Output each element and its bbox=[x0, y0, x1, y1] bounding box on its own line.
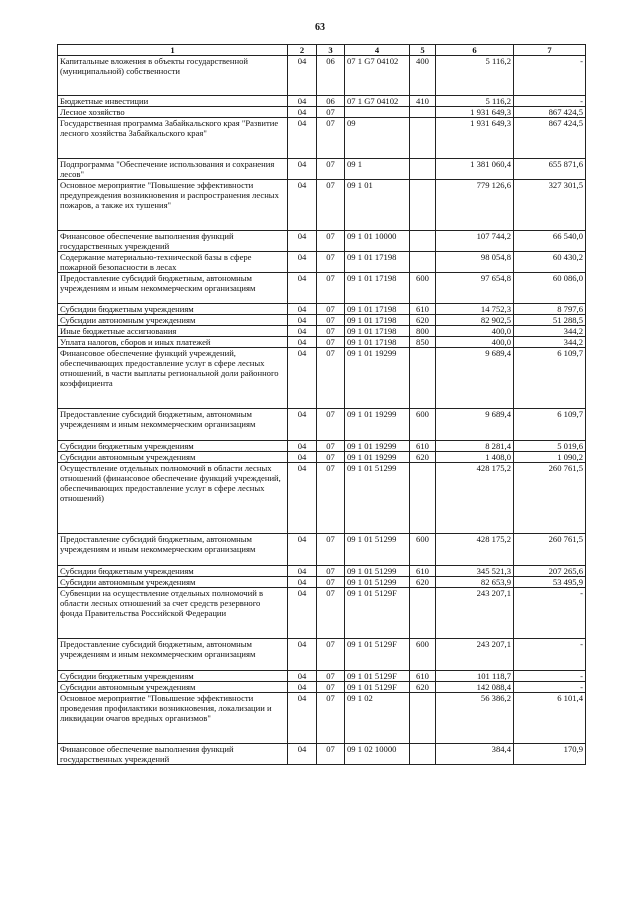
row-amount-plan: 1 408,0 bbox=[436, 452, 514, 463]
row-target-article: 09 1 01 51299 bbox=[345, 534, 410, 566]
row-expense-type bbox=[410, 588, 436, 639]
row-amount-fact: - bbox=[514, 639, 586, 671]
row-name: Лесное хозяйство bbox=[58, 107, 288, 118]
row-amount-fact: 1 090,2 bbox=[514, 452, 586, 463]
row-section: 04 bbox=[288, 180, 317, 231]
row-name: Капитальные вложения в объекты государственной (муниципальной) собственности bbox=[58, 56, 288, 96]
row-subsection: 07 bbox=[317, 588, 345, 639]
table-row bbox=[58, 231, 586, 252]
row-subsection: 07 bbox=[317, 180, 345, 231]
row-target-article: 09 1 01 19299 bbox=[345, 441, 410, 452]
row-amount-plan: 98 054,8 bbox=[436, 252, 514, 273]
row-name: Осуществление отдельных полномочий в области лесных отношений (финансовое обеспечение функций учреждений, обеспечивающих предоставление услуг в сфере лесных отношений) bbox=[58, 463, 288, 534]
row-name: Предоставление субсидий бюджетным, автономным учреждениям и иным некоммерческим организациям bbox=[58, 534, 288, 566]
table-row bbox=[58, 56, 586, 96]
row-subsection: 07 bbox=[317, 682, 345, 693]
row-amount-fact: 6 101,4 bbox=[514, 693, 586, 744]
row-amount-fact: - bbox=[514, 682, 586, 693]
row-subsection: 07 bbox=[317, 463, 345, 534]
row-name: Субвенции на осуществление отдельных полномочий в области лесных отношений за счет средств резервного фонда Правительства Российской Федерации bbox=[58, 588, 288, 639]
row-amount-plan: 243 207,1 bbox=[436, 588, 514, 639]
row-subsection: 07 bbox=[317, 273, 345, 304]
row-section: 04 bbox=[288, 452, 317, 463]
row-section: 04 bbox=[288, 441, 317, 452]
row-expense-type: 610 bbox=[410, 671, 436, 682]
row-amount-plan: 101 118,7 bbox=[436, 671, 514, 682]
row-target-article: 09 1 01 17198 bbox=[345, 315, 410, 326]
table-row bbox=[58, 315, 586, 326]
row-target-article: 09 1 01 5129F bbox=[345, 671, 410, 682]
row-target-article: 09 1 01 51299 bbox=[345, 463, 410, 534]
row-amount-fact: 867 424,5 bbox=[514, 118, 586, 159]
row-amount-plan: 82 653,9 bbox=[436, 577, 514, 588]
row-section: 04 bbox=[288, 304, 317, 315]
row-amount-fact: 60 086,0 bbox=[514, 273, 586, 304]
row-target-article: 09 1 01 bbox=[345, 180, 410, 231]
row-amount-plan: 82 902,5 bbox=[436, 315, 514, 326]
row-expense-type: 600 bbox=[410, 273, 436, 304]
table-row bbox=[58, 693, 586, 744]
row-expense-type: 800 bbox=[410, 326, 436, 337]
row-section: 04 bbox=[288, 252, 317, 273]
table-row bbox=[58, 441, 586, 452]
col-header-6: 6 bbox=[436, 45, 514, 56]
row-section: 04 bbox=[288, 639, 317, 671]
row-amount-fact: 66 540,0 bbox=[514, 231, 586, 252]
row-expense-type: 620 bbox=[410, 315, 436, 326]
row-amount-fact: 867 424,5 bbox=[514, 107, 586, 118]
col-header-7: 7 bbox=[514, 45, 586, 56]
row-expense-type bbox=[410, 744, 436, 765]
row-target-article: 09 bbox=[345, 118, 410, 159]
row-name: Иные бюджетные ассигнования bbox=[58, 326, 288, 337]
row-amount-plan: 779 126,6 bbox=[436, 180, 514, 231]
row-amount-plan: 400,0 bbox=[436, 326, 514, 337]
row-target-article: 09 1 01 17198 bbox=[345, 273, 410, 304]
row-amount-fact: 260 761,5 bbox=[514, 534, 586, 566]
row-section: 04 bbox=[288, 409, 317, 441]
col-header-5: 5 bbox=[410, 45, 436, 56]
row-amount-plan: 5 116,2 bbox=[436, 56, 514, 96]
row-section: 04 bbox=[288, 315, 317, 326]
row-amount-plan: 384,4 bbox=[436, 744, 514, 765]
row-expense-type: 410 bbox=[410, 96, 436, 107]
row-expense-type: 610 bbox=[410, 566, 436, 577]
row-subsection: 07 bbox=[317, 231, 345, 252]
table-row bbox=[58, 463, 586, 534]
row-section: 04 bbox=[288, 693, 317, 744]
row-expense-type: 400 bbox=[410, 56, 436, 96]
row-amount-plan: 5 116,2 bbox=[436, 96, 514, 107]
table-row bbox=[58, 588, 586, 639]
row-target-article: 09 1 01 51299 bbox=[345, 566, 410, 577]
page-number: 63 bbox=[315, 22, 325, 33]
table-row bbox=[58, 534, 586, 566]
row-expense-type bbox=[410, 180, 436, 231]
row-name: Бюджетные инвестиции bbox=[58, 96, 288, 107]
row-name: Подпрограмма "Обеспечение использования и сохранения лесов" bbox=[58, 159, 288, 180]
row-target-article: 09 1 01 19299 bbox=[345, 348, 410, 409]
row-subsection: 07 bbox=[317, 577, 345, 588]
row-section: 04 bbox=[288, 231, 317, 252]
row-expense-type: 600 bbox=[410, 534, 436, 566]
row-section: 04 bbox=[288, 348, 317, 409]
row-amount-fact: 8 797,6 bbox=[514, 304, 586, 315]
row-amount-plan: 1 381 060,4 bbox=[436, 159, 514, 180]
row-amount-fact: 60 430,2 bbox=[514, 252, 586, 273]
table-row bbox=[58, 304, 586, 315]
row-name: Субсидии бюджетным учреждениям bbox=[58, 671, 288, 682]
row-section: 04 bbox=[288, 744, 317, 765]
row-expense-type: 620 bbox=[410, 682, 436, 693]
row-section: 04 bbox=[288, 326, 317, 337]
row-subsection: 07 bbox=[317, 315, 345, 326]
table-row bbox=[58, 96, 586, 107]
row-subsection: 06 bbox=[317, 56, 345, 96]
row-target-article: 09 1 01 51299 bbox=[345, 577, 410, 588]
row-section: 04 bbox=[288, 566, 317, 577]
row-name: Субсидии автономным учреждениям bbox=[58, 577, 288, 588]
row-target-article: 09 1 02 bbox=[345, 693, 410, 744]
row-amount-plan: 400,0 bbox=[436, 337, 514, 348]
row-amount-fact: 655 871,6 bbox=[514, 159, 586, 180]
row-target-article: 09 1 01 5129F bbox=[345, 639, 410, 671]
row-name: Уплата налогов, сборов и иных платежей bbox=[58, 337, 288, 348]
row-amount-plan: 428 175,2 bbox=[436, 463, 514, 534]
row-name: Субсидии бюджетным учреждениям bbox=[58, 566, 288, 577]
row-target-article: 09 1 01 5129F bbox=[345, 682, 410, 693]
row-amount-fact: 327 301,5 bbox=[514, 180, 586, 231]
row-name: Основное мероприятие "Повышение эффективности предупреждения возникновения и распространения лесных пожаров, а также их тушения" bbox=[58, 180, 288, 231]
row-expense-type: 610 bbox=[410, 441, 436, 452]
row-amount-fact: 53 495,9 bbox=[514, 577, 586, 588]
row-amount-fact: 344,2 bbox=[514, 326, 586, 337]
row-name: Субсидии автономным учреждениям bbox=[58, 315, 288, 326]
row-section: 04 bbox=[288, 56, 317, 96]
row-expense-type bbox=[410, 348, 436, 409]
row-subsection: 06 bbox=[317, 96, 345, 107]
row-amount-plan: 345 521,3 bbox=[436, 566, 514, 577]
row-expense-type: 620 bbox=[410, 452, 436, 463]
row-subsection: 07 bbox=[317, 409, 345, 441]
col-header-2: 2 bbox=[288, 45, 317, 56]
row-target-article: 09 1 02 10000 bbox=[345, 744, 410, 765]
row-amount-fact: 51 288,5 bbox=[514, 315, 586, 326]
row-amount-plan: 243 207,1 bbox=[436, 639, 514, 671]
row-section: 04 bbox=[288, 96, 317, 107]
row-name: Субсидии бюджетным учреждениям bbox=[58, 304, 288, 315]
row-name: Основное мероприятие "Повышение эффективности проведения профилактики возникновения, локализации и ликвидации очагов вредных организмов" bbox=[58, 693, 288, 744]
row-subsection: 07 bbox=[317, 118, 345, 159]
row-section: 04 bbox=[288, 588, 317, 639]
row-section: 04 bbox=[288, 682, 317, 693]
row-target-article: 09 1 01 17198 bbox=[345, 252, 410, 273]
row-amount-plan: 1 931 649,3 bbox=[436, 118, 514, 159]
row-amount-fact: - bbox=[514, 671, 586, 682]
table-row bbox=[58, 682, 586, 693]
table-row bbox=[58, 118, 586, 159]
row-subsection: 07 bbox=[317, 441, 345, 452]
row-subsection: 07 bbox=[317, 107, 345, 118]
row-subsection: 07 bbox=[317, 348, 345, 409]
row-subsection: 07 bbox=[317, 639, 345, 671]
row-name: Предоставление субсидий бюджетным, автономным учреждениям и иным некоммерческим организациям bbox=[58, 639, 288, 671]
row-expense-type bbox=[410, 118, 436, 159]
row-amount-fact: 6 109,7 bbox=[514, 348, 586, 409]
row-expense-type: 850 bbox=[410, 337, 436, 348]
row-target-article: 09 1 01 19299 bbox=[345, 409, 410, 441]
row-amount-fact: 170,9 bbox=[514, 744, 586, 765]
row-target-article: 09 1 01 10000 bbox=[345, 231, 410, 252]
row-section: 04 bbox=[288, 671, 317, 682]
row-expense-type bbox=[410, 107, 436, 118]
row-amount-fact: 344,2 bbox=[514, 337, 586, 348]
row-amount-plan: 8 281,4 bbox=[436, 441, 514, 452]
table-row bbox=[58, 744, 586, 765]
table-row bbox=[58, 671, 586, 682]
row-section: 04 bbox=[288, 463, 317, 534]
table-row bbox=[58, 159, 586, 180]
row-amount-plan: 14 752,3 bbox=[436, 304, 514, 315]
row-name: Предоставление субсидий бюджетным, автономным учреждениям и иным некоммерческим организациям bbox=[58, 409, 288, 441]
row-name: Субсидии бюджетным учреждениям bbox=[58, 441, 288, 452]
row-name: Государственная программа Забайкальского края "Развитие лесного хозяйства Забайкальского края" bbox=[58, 118, 288, 159]
table-row bbox=[58, 639, 586, 671]
header-row bbox=[58, 45, 586, 56]
row-expense-type: 610 bbox=[410, 304, 436, 315]
row-target-article: 09 1 01 17198 bbox=[345, 304, 410, 315]
row-amount-plan: 9 689,4 bbox=[436, 409, 514, 441]
row-subsection: 07 bbox=[317, 744, 345, 765]
row-amount-plan: 142 088,4 bbox=[436, 682, 514, 693]
row-target-article: 09 1 bbox=[345, 159, 410, 180]
row-amount-plan: 107 744,2 bbox=[436, 231, 514, 252]
row-section: 04 bbox=[288, 337, 317, 348]
row-subsection: 07 bbox=[317, 337, 345, 348]
table-row bbox=[58, 252, 586, 273]
row-section: 04 bbox=[288, 273, 317, 304]
row-amount-fact: - bbox=[514, 588, 586, 639]
row-section: 04 bbox=[288, 118, 317, 159]
table-row bbox=[58, 107, 586, 118]
row-subsection: 07 bbox=[317, 693, 345, 744]
row-amount-fact: - bbox=[514, 56, 586, 96]
table-row bbox=[58, 566, 586, 577]
table-row bbox=[58, 273, 586, 304]
row-expense-type: 600 bbox=[410, 409, 436, 441]
row-target-article: 07 1 G7 04102 bbox=[345, 56, 410, 96]
table-row bbox=[58, 409, 586, 441]
row-expense-type bbox=[410, 252, 436, 273]
row-subsection: 07 bbox=[317, 304, 345, 315]
row-subsection: 07 bbox=[317, 252, 345, 273]
table-row bbox=[58, 577, 586, 588]
row-name: Финансовое обеспечение функций учреждений, обеспечивающих предоставление услуг в сфере лесных отношений, в части выплаты региональной доли районного коэффициента bbox=[58, 348, 288, 409]
table-row bbox=[58, 326, 586, 337]
row-amount-plan: 428 175,2 bbox=[436, 534, 514, 566]
table-row bbox=[58, 180, 586, 231]
table-row bbox=[58, 452, 586, 463]
row-name: Предоставление субсидий бюджетным, автономным учреждениям и иным некоммерческим организациям bbox=[58, 273, 288, 304]
row-amount-plan: 56 386,2 bbox=[436, 693, 514, 744]
row-section: 04 bbox=[288, 534, 317, 566]
row-subsection: 07 bbox=[317, 326, 345, 337]
row-name: Финансовое обеспечение выполнения функций государственных учреждений bbox=[58, 231, 288, 252]
row-expense-type: 620 bbox=[410, 577, 436, 588]
row-amount-plan: 9 689,4 bbox=[436, 348, 514, 409]
row-target-article: 07 1 G7 04102 bbox=[345, 96, 410, 107]
row-subsection: 07 bbox=[317, 534, 345, 566]
row-section: 04 bbox=[288, 107, 317, 118]
row-amount-plan: 1 931 649,3 bbox=[436, 107, 514, 118]
row-amount-fact: 5 019,6 bbox=[514, 441, 586, 452]
row-subsection: 07 bbox=[317, 671, 345, 682]
row-subsection: 07 bbox=[317, 566, 345, 577]
table-row bbox=[58, 337, 586, 348]
row-subsection: 07 bbox=[317, 452, 345, 463]
row-name: Субсидии автономным учреждениям bbox=[58, 682, 288, 693]
row-amount-fact: 260 761,5 bbox=[514, 463, 586, 534]
row-amount-fact: 6 109,7 bbox=[514, 409, 586, 441]
row-subsection: 07 bbox=[317, 159, 345, 180]
row-expense-type bbox=[410, 693, 436, 744]
row-section: 04 bbox=[288, 577, 317, 588]
row-target-article bbox=[345, 107, 410, 118]
budget-table bbox=[57, 44, 586, 765]
row-name: Финансовое обеспечение выполнения функций государственных учреждений bbox=[58, 744, 288, 765]
row-target-article: 09 1 01 17198 bbox=[345, 326, 410, 337]
row-target-article: 09 1 01 5129F bbox=[345, 588, 410, 639]
row-name: Субсидии автономным учреждениям bbox=[58, 452, 288, 463]
row-name: Содержание материально-технической базы в сфере пожарной безопасности в лесах bbox=[58, 252, 288, 273]
col-header-3: 3 bbox=[317, 45, 345, 56]
row-amount-fact: 207 265,6 bbox=[514, 566, 586, 577]
table-row bbox=[58, 348, 586, 409]
col-header-1: 1 bbox=[58, 45, 288, 56]
row-section: 04 bbox=[288, 159, 317, 180]
row-expense-type bbox=[410, 463, 436, 534]
col-header-4: 4 bbox=[345, 45, 410, 56]
row-expense-type: 600 bbox=[410, 639, 436, 671]
row-expense-type bbox=[410, 159, 436, 180]
row-amount-plan: 97 654,8 bbox=[436, 273, 514, 304]
row-expense-type bbox=[410, 231, 436, 252]
row-target-article: 09 1 01 17198 bbox=[345, 337, 410, 348]
row-amount-fact: - bbox=[514, 96, 586, 107]
row-target-article: 09 1 01 19299 bbox=[345, 452, 410, 463]
